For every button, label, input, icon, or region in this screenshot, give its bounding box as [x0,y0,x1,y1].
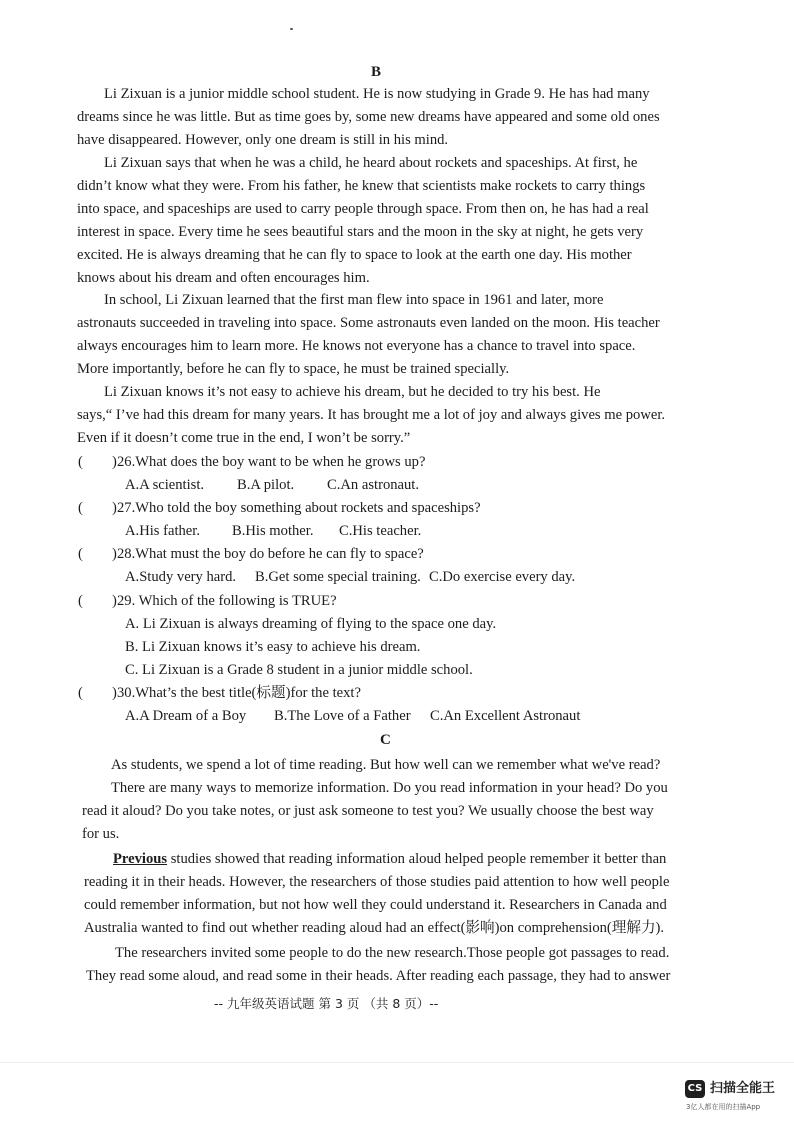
section-c-heading: C [380,732,391,748]
q27-answer-paren-close: ) [112,500,117,516]
b-p2-line-2: didn’t know what they were. From his father, he knew that scientists make rockets to carry things [77,178,646,194]
camscanner-tagline: 3亿人都在用的扫描App [686,1103,761,1111]
q29-answer-paren-open: ( [78,593,83,609]
c-p2-line-1: There are many ways to memorize information. Do you read information in your head? Do you [111,780,668,796]
scan-edge-line [0,1062,794,1063]
q26-stem: 26.What does the boy want to be when he grows up? [117,454,426,470]
c-p2-line-3: for us. [82,826,120,842]
b-p1-line-1: Li Zixuan is a junior middle school student. He is now studying in Grade 9. He has had many [104,86,650,102]
b-p3-line-4: More importantly, before he can fly to space, he must be trained specially. [77,361,510,377]
q30-stem: 30.What’s the best title(标题)for the text? [117,685,361,701]
b-p2-line-4: interest in space. Every time he sees beautiful stars and the moon in the sky at night, he gets very [77,224,644,240]
b-p4-line-1: Li Zixuan knows it’s not easy to achieve his dream, but he decided to try his best. He [104,384,601,400]
q29-option-a: A. Li Zixuan is always dreaming of flying to the space one day. [125,616,497,632]
c-p4-line-1: The researchers invited some people to do the new research.Those people got passages to read. [115,945,670,961]
q27-option-a: A.His father. [125,523,200,539]
camscanner-logo-icon: CS [685,1080,705,1098]
q27-option-b: B.His mother. [232,523,314,539]
camscanner-name: 扫描全能王 [710,1081,776,1096]
scan-speck [290,28,293,30]
c-p3-line-1 [113,849,666,869]
b-p3-line-2: astronauts succeeded in traveling into space. Some astronauts even landed on the moon. His teacher [77,315,660,331]
c-p4-line-2: They read some aloud, and read some in their heads. After reading each passage, they had to answer [86,968,671,984]
q27-answer-paren-open: ( [78,500,83,516]
underlined-word-previous: Previous [113,851,168,867]
c-p3-line-3: could remember information, but not how well they could understand it. Researchers in Canada and [84,897,667,913]
b-p2-line-1: Li Zixuan says that when he was a child, he heard about rockets and spaceships. At first, he [104,155,638,171]
q28-option-a: A.Study very hard. [125,569,237,585]
page-footer: -- 九年级英语试题 第 3 页 （共 8 页）-- [214,996,439,1011]
b-p2-line-6: knows about his dream and often encourages him. [77,270,370,286]
b-p1-line-2: dreams since he was little. But as time goes by, some new dreams have appeared and some old ones [77,109,660,125]
b-p1-line-3: have disappeared. However, only one dream is still in his mind. [77,132,449,148]
b-p4-line-3: Even if it doesn’t come true in the end, I won’t be sorry.” [77,430,411,446]
q26-option-a: A.A scientist. [125,477,205,493]
section-b-heading: B [371,64,382,80]
q30-option-b: B.The Love of a Father [274,708,411,724]
q30-answer-paren-close: ) [112,685,117,701]
q28-option-c: C.Do exercise every day. [429,569,576,585]
q27-option-c: C.His teacher. [339,523,422,539]
q30-option-a: A.A Dream of a Boy [125,708,247,724]
c-p1-line-1: As students, we spend a lot of time reading. But how well can we remember what we've read? [111,757,661,773]
b-p4-line-2: says,“ I’ve had this dream for many years. It has brought me a lot of joy and always gives me power. [77,407,666,423]
q29-answer-paren-close: ) [112,593,117,609]
c-p3-line-2: reading it in their heads. However, the researchers of those studies paid attention to how well people [84,874,670,890]
b-p3-line-3: always encourages him to learn more. He knows not everyone has a chance to travel into space. [77,338,636,354]
c-p3-line-1-rest: studies showed that reading information aloud helped people remember it better than [167,851,667,867]
q30-answer-paren-open: ( [78,685,83,701]
q26-answer-paren-open: ( [78,454,83,470]
q30-option-c: C.An Excellent Astronaut [430,708,581,724]
q28-stem: 28.What must the boy do before he can fly to space? [117,546,424,562]
c-p2-line-2: read it aloud? Do you take notes, or just ask someone to test you? We usually choose the best way [82,803,654,819]
b-p2-line-5: excited. He is always dreaming that he can fly to space to look at the earth one day. His mother [77,247,632,263]
q26-option-c: C.An astronaut. [327,477,420,493]
b-p2-line-3: into space, and spaceships are used to carry people through space. From then on, he has had a real [77,201,649,217]
q26-answer-paren-close: ) [112,454,117,470]
q27-stem: 27.Who told the boy something about rockets and spaceships? [117,500,481,516]
q29-option-c: C. Li Zixuan is a Grade 8 student in a junior middle school. [125,662,473,678]
q28-answer-paren-close: ) [112,546,117,562]
q26-option-b: B.A pilot. [237,477,295,493]
c-p3-line-4: Australia wanted to find out whether reading aloud had an effect(影响)on comprehension(理解力). [84,920,665,936]
q29-option-b: B. Li Zixuan knows it’s easy to achieve his dream. [125,639,421,655]
q28-option-b: B.Get some special training. [255,569,421,585]
b-p3-line-1: In school, Li Zixuan learned that the first man flew into space in 1961 and later, more [104,292,604,308]
q28-answer-paren-open: ( [78,546,83,562]
q29-stem: 29. Which of the following is TRUE? [117,593,337,609]
